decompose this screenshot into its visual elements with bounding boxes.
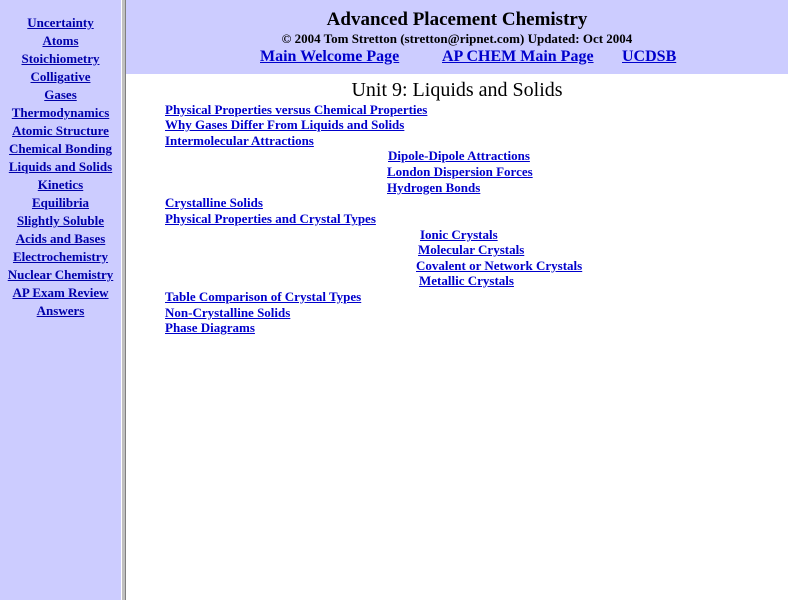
main-welcome-link[interactable]: Main Welcome Page (260, 48, 400, 65)
london-dispersion-link[interactable]: London Dispersion Forces (387, 164, 533, 179)
crystalline-solids-link[interactable]: Crystalline Solids (165, 195, 263, 210)
sidebar-item-colligative[interactable]: Colligative (30, 69, 91, 84)
sidebar-nav (0, 0, 121, 600)
non-crystalline-solids-link[interactable]: Non-Crystalline Solids (165, 305, 291, 320)
physical-properties-crystal-types-link[interactable]: Physical Properties and Crystal Types (165, 211, 376, 226)
sidebar-item-stoichiometry[interactable]: Stoichiometry (21, 51, 100, 66)
sidebar-item-thermodynamics[interactable]: Thermodynamics (11, 105, 110, 120)
sidebar-item-atoms[interactable]: Atoms (42, 33, 79, 48)
covalent-network-crystals-link[interactable]: Covalent or Network Crystals (416, 258, 583, 273)
hydrogen-bonds-link[interactable]: Hydrogen Bonds (387, 180, 481, 195)
table-comparison-link[interactable]: Table Comparison of Crystal Types (165, 289, 362, 304)
ap-chem-main-link[interactable]: AP CHEM Main Page (442, 48, 594, 65)
header-banner (126, 0, 788, 74)
sidebar-item-kinetics[interactable]: Kinetics (37, 177, 84, 192)
physical-vs-chemical-properties-link[interactable]: Physical Properties versus Chemical Properties (165, 102, 428, 117)
sidebar-item-answers[interactable]: Answers (36, 303, 85, 318)
sidebar-item-atomic-structure[interactable]: Atomic Structure (12, 123, 109, 138)
intermolecular-attractions-link[interactable]: Intermolecular Attractions (165, 133, 314, 148)
sidebar-item-electrochemistry[interactable]: Electrochemistry (12, 249, 109, 264)
ucdsb-link[interactable]: UCDSB (622, 48, 677, 65)
dipole-dipole-link[interactable]: Dipole-Dipole Attractions (388, 148, 530, 163)
sidebar-item-nuclear-chemistry[interactable]: Nuclear Chemistry (7, 267, 114, 282)
why-gases-differ-link[interactable]: Why Gases Differ From Liquids and Solids (165, 117, 405, 132)
site-title: Advanced Placement Chemistry (326, 9, 588, 30)
copyright-line: © 2004 Tom Stretton (stretton@ripnet.com) Updated: Oct 2004 (281, 31, 633, 46)
sidebar-item-equilibria[interactable]: Equilibria (31, 195, 90, 210)
sidebar-item-slightly-soluble[interactable]: Slightly Soluble (16, 213, 105, 228)
unit-title: Unit 9: Liquids and Solids (351, 79, 563, 101)
sidebar-item-chemical-bonding[interactable]: Chemical Bonding (9, 141, 112, 156)
phase-diagrams-link[interactable]: Phase Diagrams (165, 320, 255, 335)
sidebar-item-ap-exam-review[interactable]: AP Exam Review (12, 285, 109, 300)
sidebar-item-liquids-and-solids[interactable]: Liquids and Solids (8, 159, 113, 174)
sidebar-item-acids-and-bases[interactable]: Acids and Bases (15, 231, 106, 246)
sidebar-item-uncertainty[interactable]: Uncertainty (27, 15, 94, 30)
metallic-crystals-link[interactable]: Metallic Crystals (419, 273, 514, 288)
sidebar-item-gases[interactable]: Gases (44, 87, 77, 102)
molecular-crystals-link[interactable]: Molecular Crystals (418, 242, 525, 257)
ionic-crystals-link[interactable]: Ionic Crystals (420, 227, 498, 242)
